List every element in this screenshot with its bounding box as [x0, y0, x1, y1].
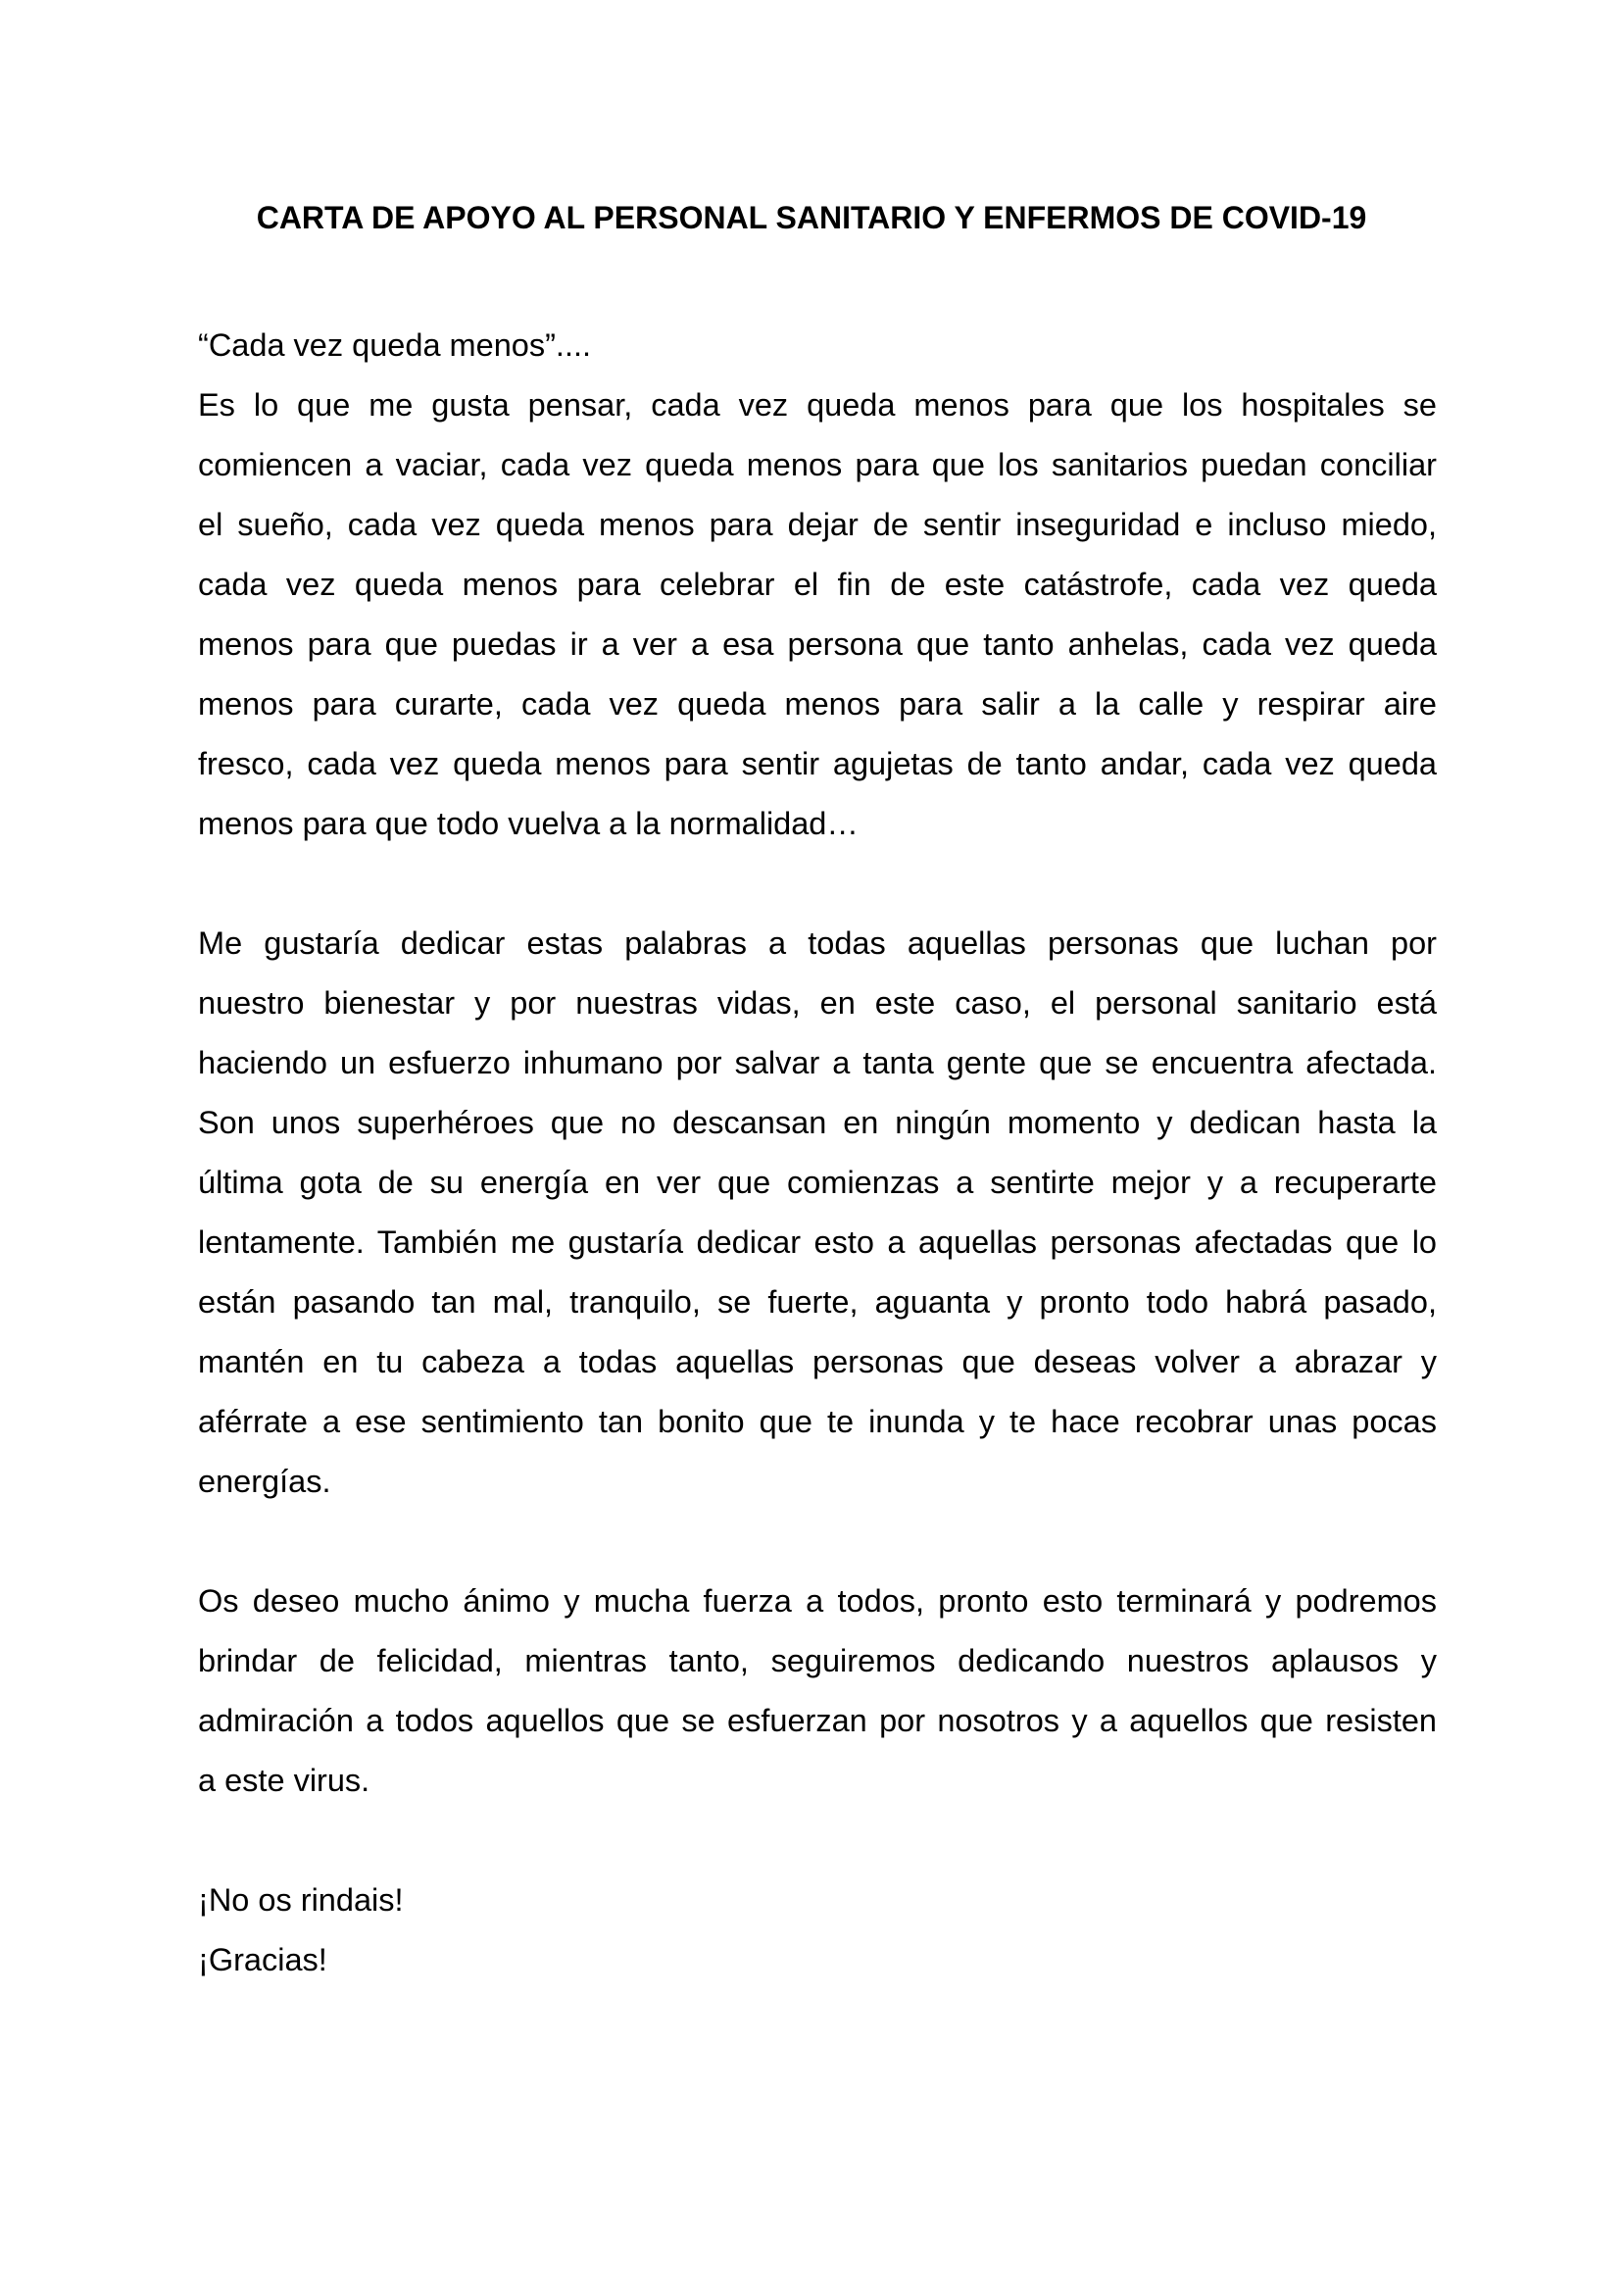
text-line: menos para curarte, cada vez queda menos para salir a la calle y respirar aire [198, 686, 1437, 722]
closing-line: ¡No os rindais! [198, 1882, 404, 1918]
text-line: menos para que todo vuelva a la normalidad… [198, 806, 859, 841]
text-line: Es lo que me gusta pensar, cada vez queda menos para que los hospitales se [198, 387, 1437, 423]
text-line: brindar de felicidad, mientras tanto, seguiremos dedicando nuestros aplausos y [198, 1643, 1437, 1678]
text-line: Os deseo mucho ánimo y mucha fuerza a todos, pronto esto terminará y podremos [198, 1583, 1437, 1619]
text-line: fresco, cada vez queda menos para sentir agujetas de tanto andar, cada vez queda [198, 746, 1437, 781]
text-line: admiración a todos aquellos que se esfuerzan por nosotros y a aquellos que resisten [198, 1703, 1437, 1738]
text-line: última gota de su energía en ver que comienzas a sentirte mejor y a recuperarte [198, 1165, 1437, 1200]
text-line: Me gustaría dedicar estas palabras a todas aquellas personas que luchan por [198, 925, 1437, 961]
text-line: energías. [198, 1464, 331, 1499]
paragraph-3 [198, 1572, 1437, 1811]
text-line: Son unos superhéroes que no descansan en ningún momento y dedican hasta la [198, 1105, 1437, 1140]
document-title: CARTA DE APOYO AL PERSONAL SANITARIO Y ENFERMOS DE COVID-19 [256, 200, 1367, 235]
text-line: el sueño, cada vez queda menos para dejar de sentir inseguridad e incluso miedo, [198, 507, 1437, 542]
paragraph-spacer [198, 1512, 1437, 1572]
text-line: comiencen a vaciar, cada vez queda menos para que los sanitarios puedan conciliar [198, 447, 1437, 482]
text-line: nuestro bienestar y por nuestras vidas, en este caso, el personal sanitario está [198, 985, 1437, 1021]
paragraph-2 [198, 914, 1437, 1512]
text-line: haciendo un esfuerzo inhumano por salvar a tanta gente que se encuentra afectada. [198, 1045, 1437, 1080]
text-line: “Cada vez queda menos”.... [198, 327, 592, 363]
paragraph-1 [198, 375, 1437, 854]
text-line: están pasando tan mal, tranquilo, se fuerte, aguanta y pronto todo habrá pasado, [198, 1284, 1437, 1320]
opening-line [198, 316, 1437, 375]
text-line: menos para que puedas ir a ver a esa persona que tanto anhelas, cada vez queda [198, 626, 1437, 662]
paragraph-spacer [198, 1811, 1437, 1871]
text-line: lentamente. También me gustaría dedicar esto a aquellas personas afectadas que lo [198, 1224, 1437, 1260]
closing [198, 1871, 1437, 1990]
text-line: a este virus. [198, 1763, 370, 1798]
text-line: mantén en tu cabeza a todas aquellas personas que deseas volver a abrazar y [198, 1344, 1437, 1379]
closing-line: ¡Gracias! [198, 1942, 327, 1977]
letter-body [198, 316, 1437, 1990]
text-line: cada vez queda menos para celebrar el fin de este catástrofe, cada vez queda [198, 567, 1437, 602]
text-line: aférrate a ese sentimiento tan bonito que te inunda y te hace recobrar unas pocas [198, 1404, 1437, 1439]
paragraph-spacer [198, 854, 1437, 914]
